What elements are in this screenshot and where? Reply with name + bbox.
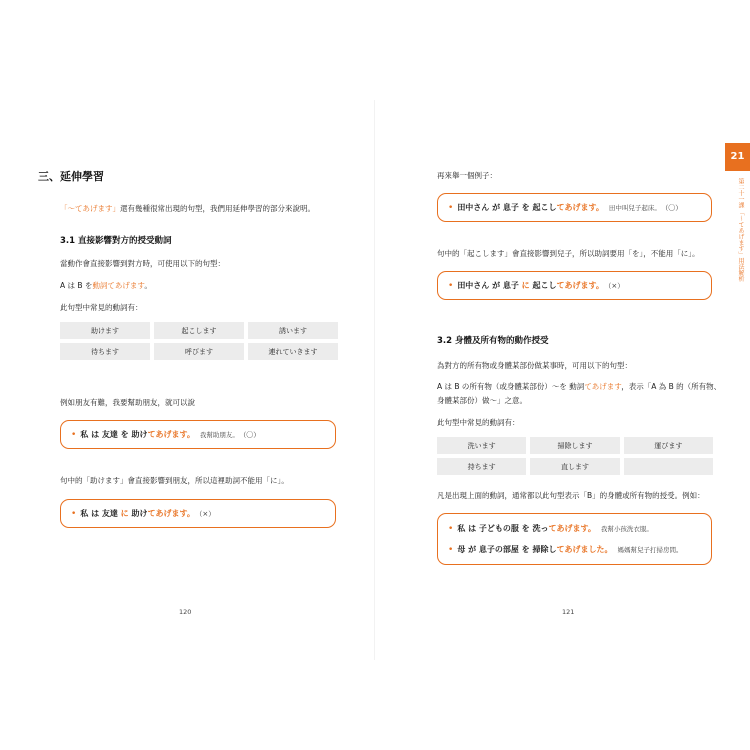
example-main: 田中さん が 息子 を 起こし	[457, 203, 557, 212]
example-main: 母 が 息子の部屋 を 掃除し	[457, 545, 557, 554]
paragraph: 當動作會直接影響到對方時，可使用以下的句型：	[60, 259, 225, 268]
formula-part: A は B の所有物（或身體某部份）～を 動詞	[437, 382, 585, 391]
formula-part: ，表示「A 為 B 的（所有物、	[621, 382, 722, 391]
verb-cell: 誘います	[248, 322, 338, 339]
formula-aux: てあげます	[584, 382, 622, 391]
verb-cell: 洗います	[437, 437, 526, 454]
verb-cell: 直します	[530, 458, 619, 475]
example-sentence	[448, 523, 653, 534]
example-particle: に	[120, 509, 129, 518]
paragraph: 此句型中常見的動詞有：	[60, 303, 143, 312]
formula-end: 。	[144, 281, 152, 290]
example-translation: 田中叫兒子起床。	[608, 204, 661, 212]
example-particle: に	[521, 281, 530, 290]
example-box	[437, 193, 712, 222]
verb-table	[60, 322, 338, 360]
bullet-icon: •	[448, 281, 454, 291]
formula-line: 身體某部份）做～」之意。	[437, 396, 527, 405]
example-mark: （〇）	[664, 204, 683, 212]
intro-paragraph	[60, 203, 315, 214]
verb-cell: 待ちます	[60, 343, 150, 360]
intro-text: 還有幾種很常出現的句型，我們用延伸學習的部分來說明。	[120, 204, 315, 213]
verb-cell: 起こします	[154, 322, 244, 339]
example-translation: 我幫助朋友。	[199, 431, 239, 439]
verb-cell	[624, 458, 713, 475]
example-translation: 我幫小孩洗衣服。	[600, 525, 653, 533]
example-sentence	[71, 508, 215, 519]
example-aux: てあげます。	[147, 509, 195, 518]
example-mark: （〇）	[242, 431, 261, 439]
example-aux: てあげました。	[556, 545, 613, 554]
text: 句中的「	[437, 249, 467, 258]
example-aux: てあげます。	[147, 430, 195, 439]
intro-pattern: 「～てあげます」	[60, 204, 120, 213]
example-aux: てあげます。	[556, 281, 604, 290]
text-verb: 助けます	[90, 476, 120, 485]
text-verb: 起こします	[467, 249, 505, 258]
verb-cell: 運びます	[624, 437, 713, 454]
section-title: 三、延伸學習	[38, 170, 104, 183]
page-number: 121	[562, 608, 575, 616]
example-box	[437, 513, 712, 565]
bullet-icon: •	[448, 524, 454, 534]
bullet-icon: •	[448, 545, 454, 555]
paragraph: 為對方的所有物或身體某部份做某事時，可用以下的句型：	[437, 361, 632, 370]
example-translation: 媽媽幫兒子打掃房間。	[617, 546, 683, 554]
example-box	[60, 499, 336, 528]
paragraph	[437, 248, 700, 259]
formula-part: A は B を	[60, 281, 93, 290]
verb-cell: 呼びます	[154, 343, 244, 360]
subsection-title-3-2: 3.2 身體及所有物的動作授受	[437, 336, 549, 346]
paragraph: 再來舉一個例子：	[437, 171, 497, 180]
example-sentence	[448, 280, 624, 291]
verb-cell: 掃除します	[530, 437, 619, 454]
example-aux: てあげます。	[556, 203, 604, 212]
paragraph: 凡是出現上面的動詞，通常都以此句型表示「B」的身體或所有物的授受。例如：	[437, 491, 705, 500]
example-mark: （×）	[198, 510, 216, 518]
example-aux: てあげます。	[548, 524, 596, 533]
example-main: 助け	[128, 509, 148, 518]
example-main: 私 は 友達	[80, 509, 121, 518]
formula	[60, 280, 152, 291]
formula-line	[437, 381, 721, 392]
example-main: 起こし	[529, 281, 557, 290]
bullet-icon: •	[448, 203, 454, 213]
example-main: 私 は 友達 を 助け	[80, 430, 148, 439]
paragraph	[60, 475, 289, 486]
example-sentence	[448, 202, 682, 213]
verb-cell: 持ちます	[437, 458, 526, 475]
right-page	[375, 0, 750, 750]
example-main: 私 は 子どもの服 を 洗っ	[457, 524, 549, 533]
formula-verb: 動詞てあげます	[92, 281, 145, 290]
paragraph: 此句型中常見的動詞有：	[437, 418, 520, 427]
text: 」會直接影響到兒子，所以助詞要用「を」，不能用「に」。	[504, 249, 700, 258]
bullet-icon: •	[71, 430, 77, 440]
bullet-icon: •	[71, 509, 77, 519]
verb-cell: 連れていきます	[248, 343, 338, 360]
page-number: 120	[179, 608, 192, 616]
example-main: 田中さん が 息子	[457, 281, 522, 290]
text: 句中的「	[60, 476, 90, 485]
example-box	[60, 420, 336, 449]
chapter-number-tab: 21	[725, 143, 750, 171]
example-box	[437, 271, 712, 300]
chapter-label: 第二十一課 「～てあげます」用法解析	[737, 178, 744, 282]
example-sentence	[71, 429, 260, 440]
verb-cell: 助けます	[60, 322, 150, 339]
paragraph: 例如朋友有難，我要幫助朋友，就可以說	[60, 398, 195, 407]
text: 」會直接影響到朋友，所以這裡助詞不能用「に」。	[120, 476, 289, 485]
subsection-title-3-1: 3.1 直接影響對方的授受動詞	[60, 236, 172, 246]
verb-table	[437, 437, 713, 475]
example-sentence	[448, 544, 682, 555]
example-mark: （×）	[607, 282, 625, 290]
